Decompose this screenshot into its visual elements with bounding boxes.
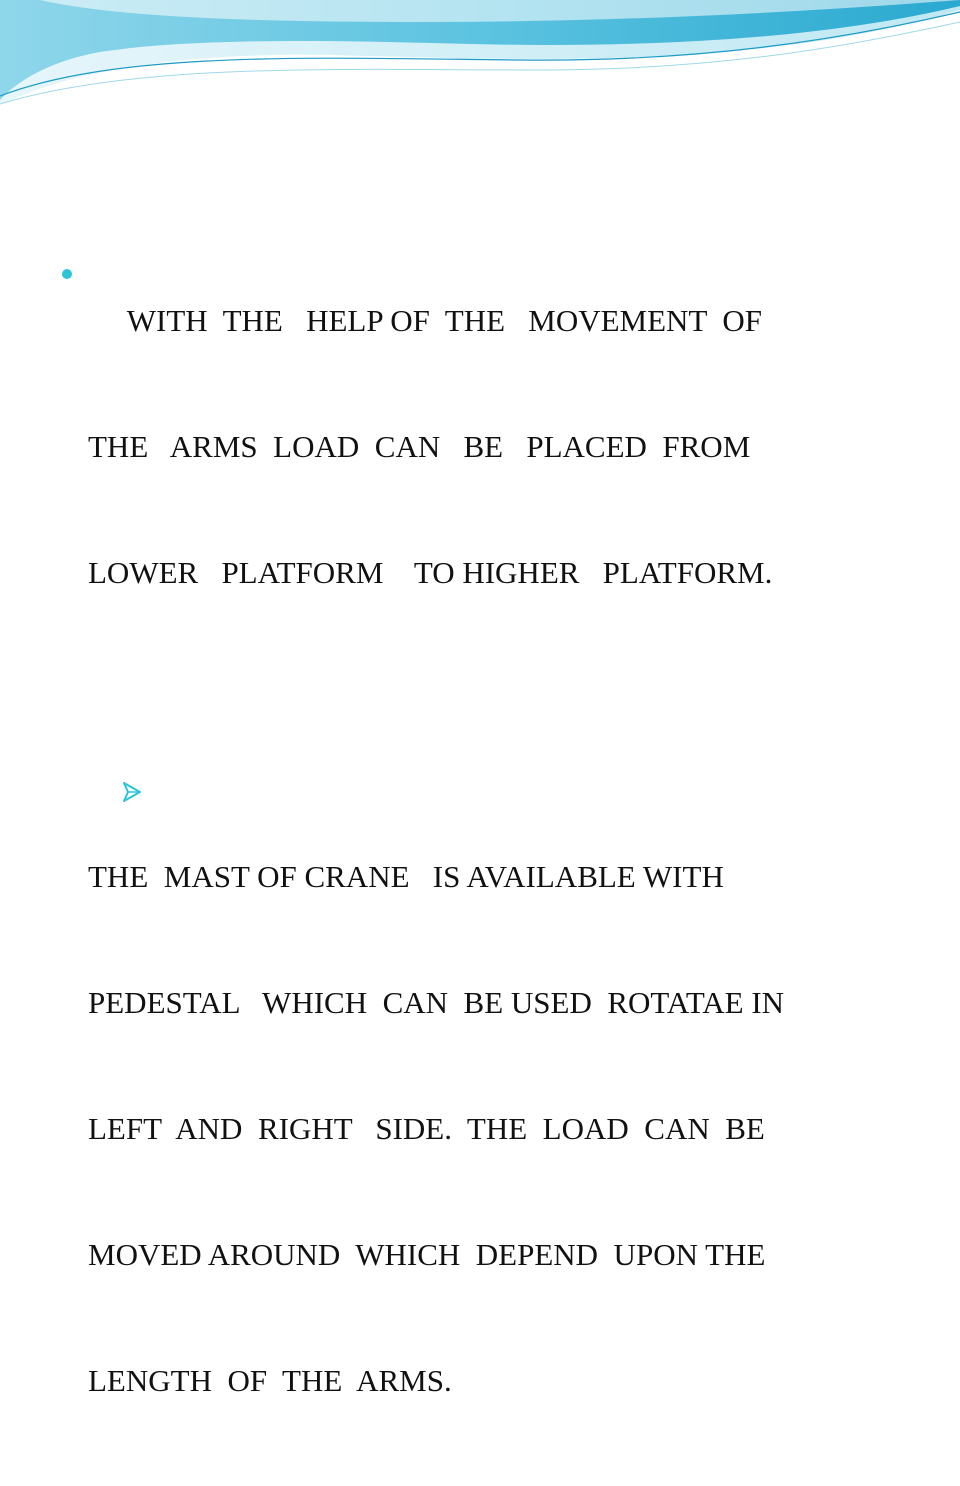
wave-header-decoration — [0, 0, 960, 110]
bullet-1-line-3: LOWER PLATFORM TO HIGHER PLATFORM. — [88, 555, 773, 590]
bullet-item-1 — [88, 174, 888, 678]
bullet-2-line-4: MOVED AROUND WHICH DEPEND UPON THE — [88, 1237, 766, 1272]
slide-content — [88, 174, 888, 1486]
bullet-2-line-1: THE MAST OF CRANE IS AVAILABLE WITH — [88, 859, 724, 894]
bullet-item-2 — [88, 730, 888, 1486]
bullet-1-line-2: THE ARMS LOAD CAN BE PLACED FROM — [88, 429, 751, 464]
bullet-1-line-1: WITH THE HELP OF THE MOVEMENT OF — [88, 303, 762, 338]
bullet-arrow-icon — [61, 730, 142, 856]
bullet-2-line-5: LENGTH OF THE ARMS. — [88, 1363, 452, 1398]
bullet-dot-icon — [61, 174, 123, 363]
bullet-2-line-3: LEFT AND RIGHT SIDE. THE LOAD CAN BE — [88, 1111, 765, 1146]
bullet-2-line-2: PEDESTAL WHICH CAN BE USED ROTATAE IN — [88, 985, 785, 1020]
